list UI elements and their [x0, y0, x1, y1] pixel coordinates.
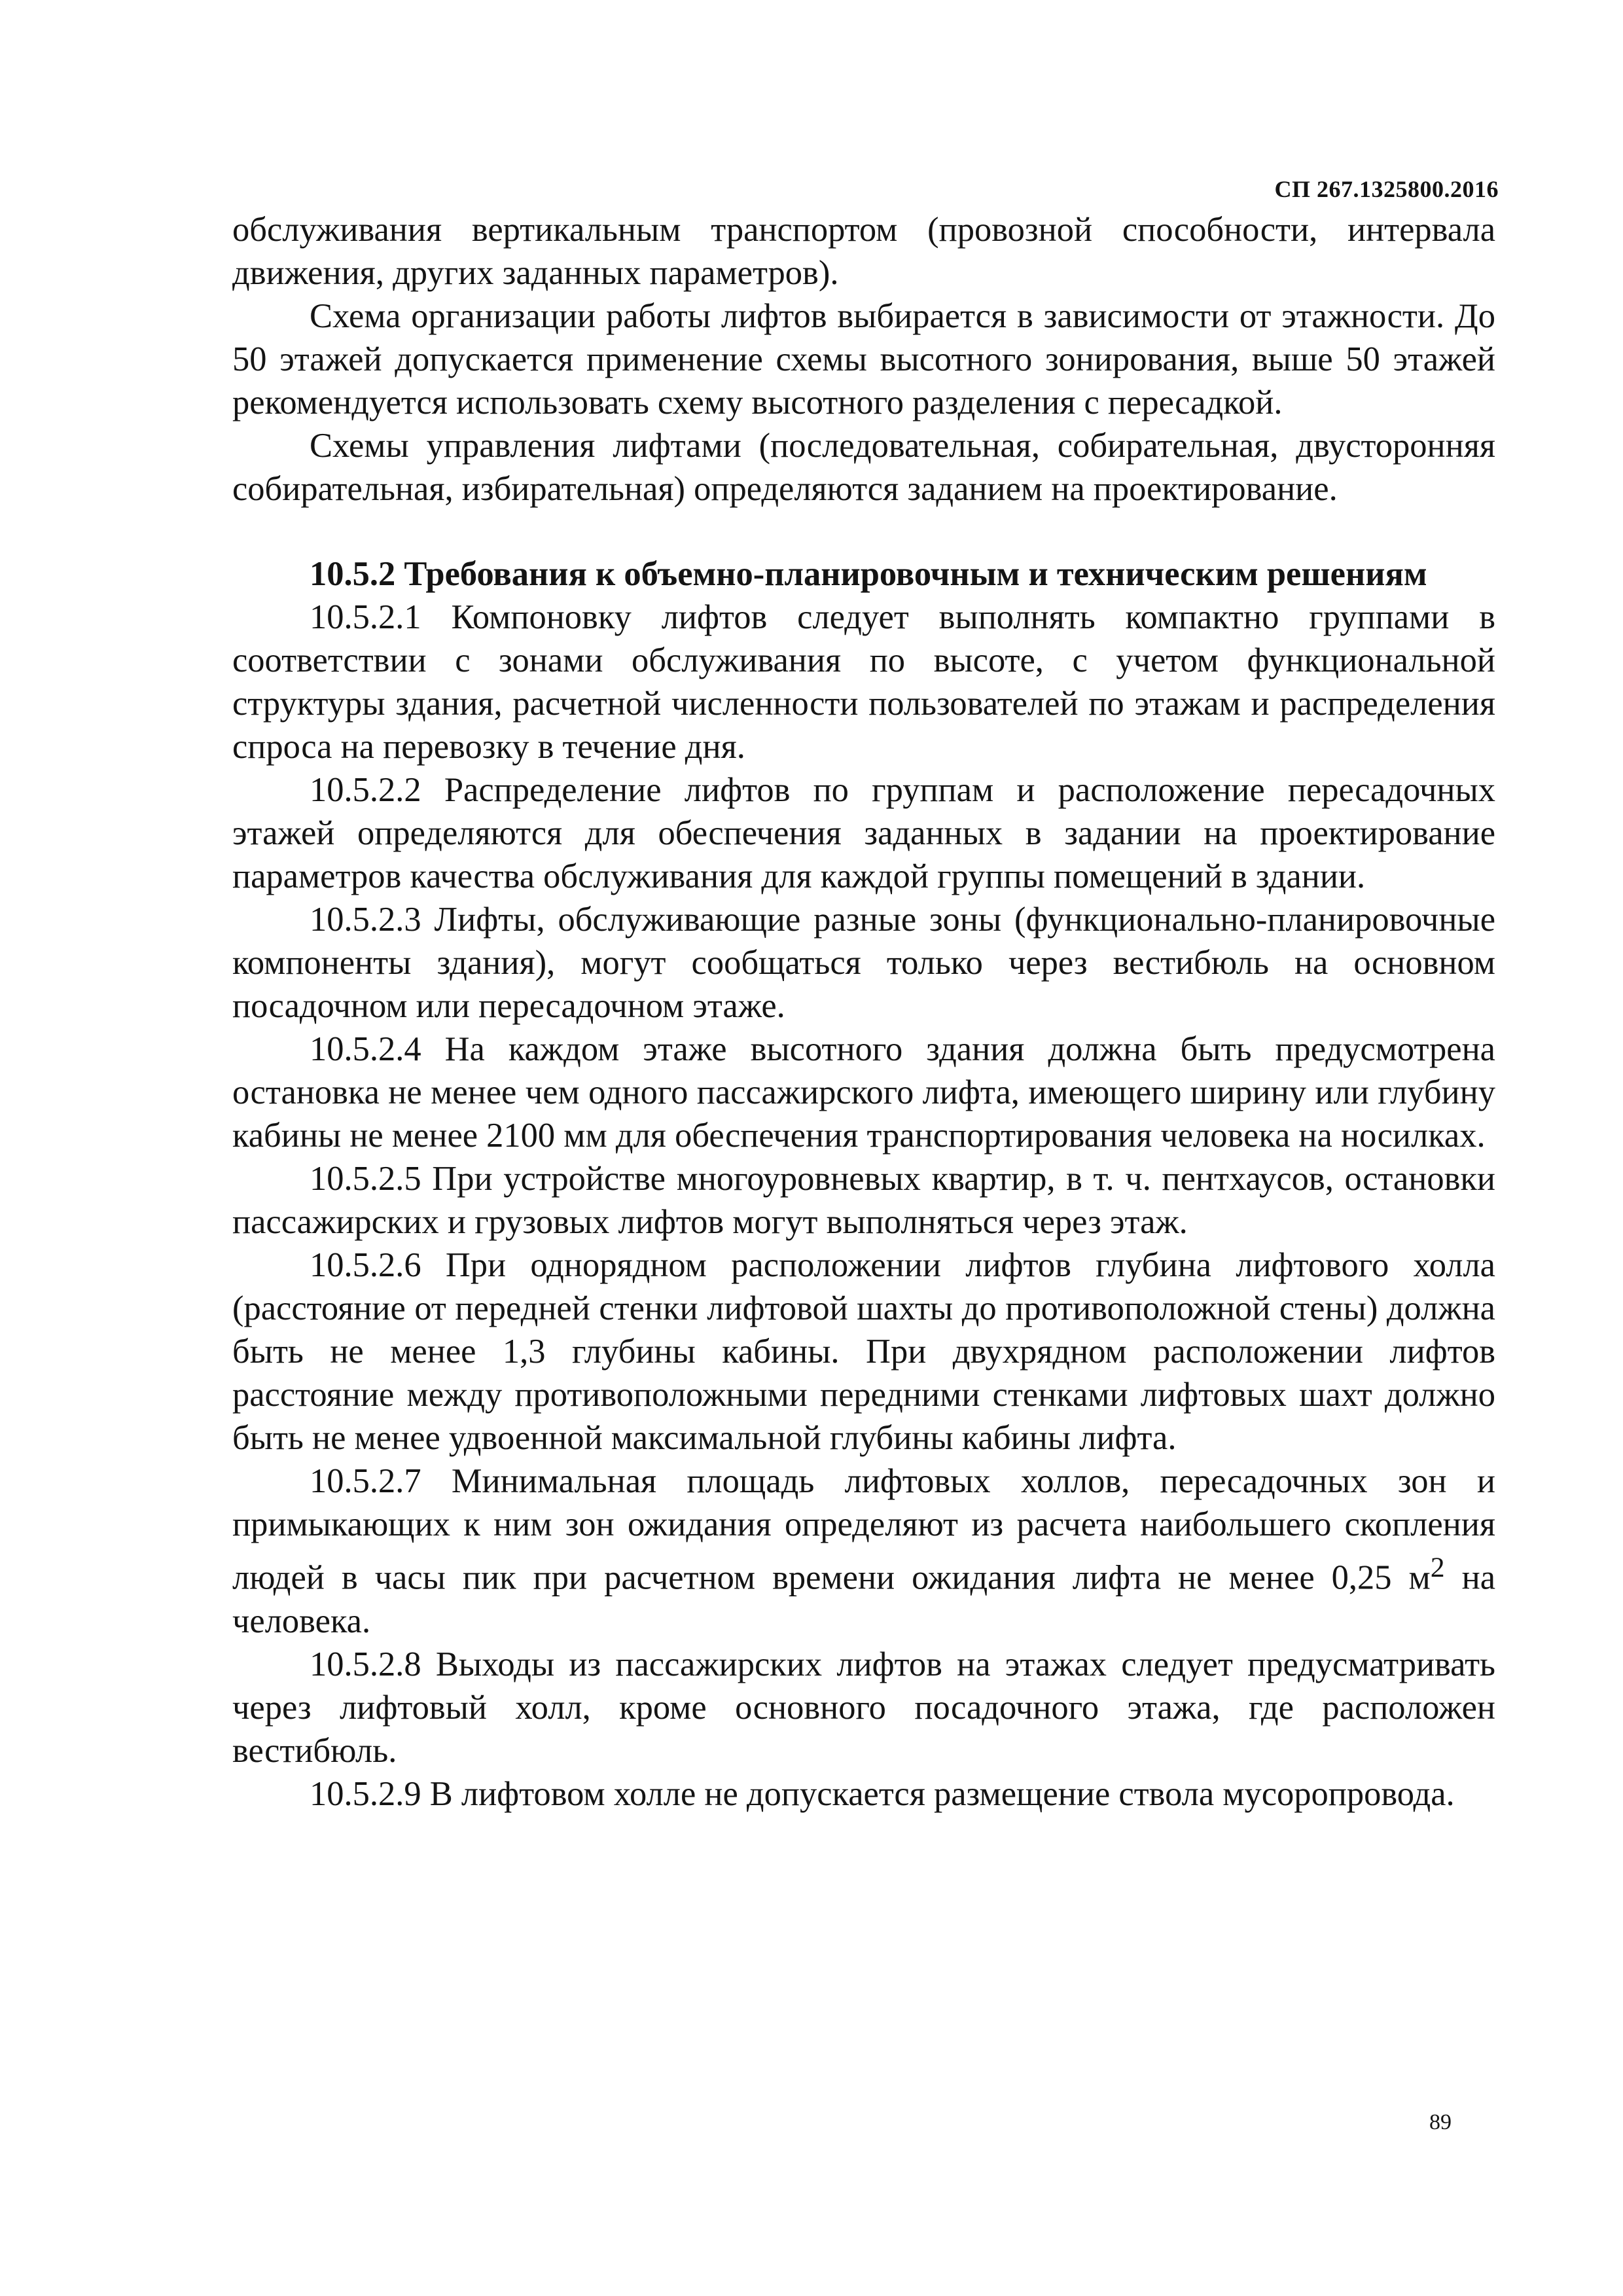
clause-10-5-2-9: 10.5.2.9 В лифтовом холле не допускается размещение ствола мусоропровода. — [310, 1774, 1455, 1813]
document-code: СП 267.1325800.2016 — [1274, 176, 1499, 202]
clause-10-5-2-5: 10.5.2.5 При устройстве многоуровневых квартир, в т. ч. пентхаусов, остановки пассажирских и грузовых лифтов могут выполняться через этаж. — [232, 1160, 1495, 1241]
paragraph-control-schemes: Схемы управления лифтами (последовательная, собирательная, двусторонняя собирательная, избирательная) определяются заданием на проектирование. — [232, 427, 1495, 508]
clause-10-5-2-1: 10.5.2.1 Компоновку лифтов следует выполнять компактно группами в соответствии с зонами обслуживания по высоте, с учетом функциональной структуры здания, расчетной численности пользователей по этажам и распределения спроса на перевозку в течение дня. — [232, 598, 1495, 766]
document-body — [232, 208, 1495, 1816]
clause-text: 10.5.2.7 Минимальная площадь лифтовых холлов, пересадочных зон и примыкающих к ним зон ожидания определяют из расчета наибольшего скопления людей в часы пик при расчетном времени ожидания лифта не менее 0,25 м — [232, 1462, 1495, 1597]
clause-text-end: на человека. — [232, 1558, 1495, 1640]
paragraph-zoning-scheme: Схема организации работы лифтов выбирается в зависимости от этажности. До 50 этажей допускается применение схемы высотного зонирования, выше 50 этажей рекомендуется использовать схему высотного разделения с пересадкой. — [232, 297, 1495, 422]
page-number: 89 — [1429, 2110, 1452, 2134]
section-heading-10-5-2: 10.5.2 Требования к объемно-планировочным и техническим решениям — [310, 555, 1427, 593]
clause-10-5-2-8: 10.5.2.8 Выходы из пассажирских лифтов на этажах следует предусматривать через лифтовый холл, кроме основного посадочного этажа, где расположен вестибюль. — [232, 1645, 1495, 1770]
clause-10-5-2-7 — [232, 1460, 1495, 1643]
clause-10-5-2-6: 10.5.2.6 При однорядном расположении лифтов глубина лифтового холла (расстояние от передней стенки лифтовой шахты до противоположной стены) должна быть не менее 1,3 глубины кабины. При двухрядном расположении лифтов расстояние между противоположными передними стенками лифтовых шахт должно быть не менее удвоенной максимальной глубины кабины лифта. — [232, 1246, 1495, 1457]
paragraph-continuation: обслуживания вертикальным транспортом (провозной способности, интервала движения, других заданных параметров). — [232, 211, 1495, 292]
clause-10-5-2-4: 10.5.2.4 На каждом этаже высотного здания должна быть предусмотрена остановка не менее чем одного пассажирского лифта, имеющего ширину или глубину кабины не менее 2100 мм для обеспечения транспортирования человека на носилках. — [232, 1030, 1495, 1155]
superscript: 2 — [1430, 1552, 1445, 1583]
clause-10-5-2-2: 10.5.2.2 Распределение лифтов по группам и расположение пересадочных этажей определяются для обеспечения заданных в задании на проектирование параметров качества обслуживания для каждой группы помещений в здании. — [232, 771, 1495, 895]
clause-10-5-2-3: 10.5.2.3 Лифты, обслуживающие разные зоны (функционально-планировочные компоненты здания), могут сообщаться только через вестибюль на основном посадочном или пересадочном этаже. — [232, 901, 1495, 1025]
